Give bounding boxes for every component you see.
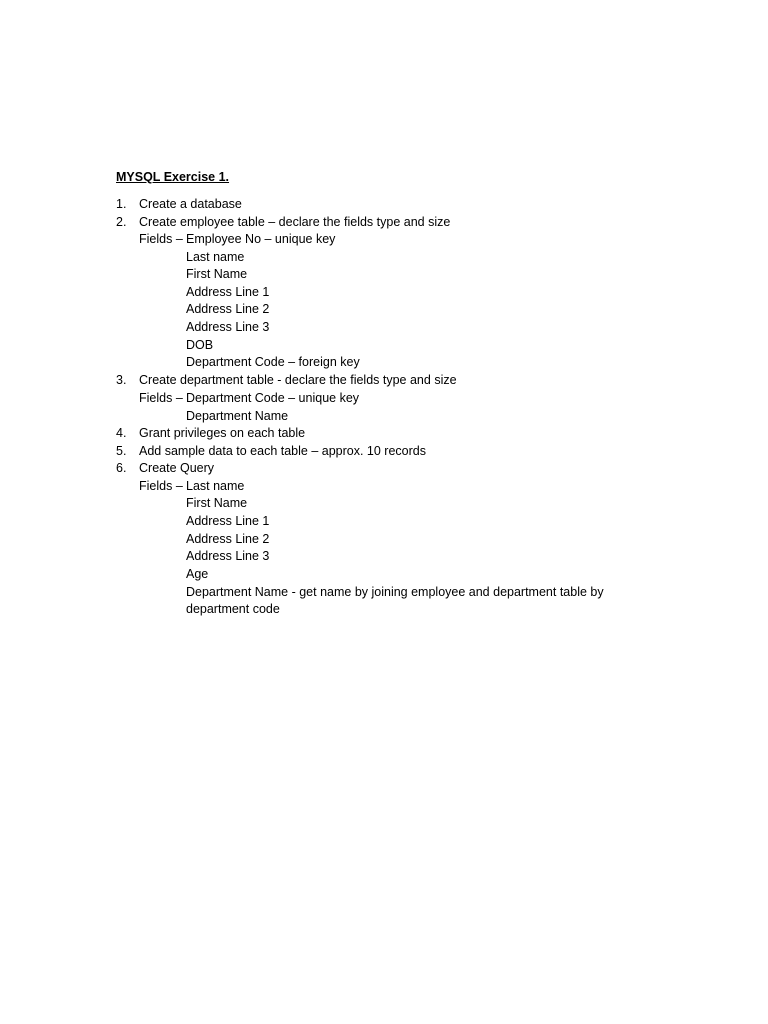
step-number: 2. xyxy=(116,215,127,229)
fields-label: Fields – xyxy=(139,232,183,246)
field-item: Address Line 2 xyxy=(186,532,270,546)
field-item: Last name xyxy=(186,250,245,264)
step-text: Create a database xyxy=(139,197,242,211)
step-number: 3. xyxy=(116,373,127,387)
field-item: Department Name - get name by joining employee and department table by xyxy=(186,585,604,599)
field-item: department code xyxy=(186,602,280,616)
field-item: First Name xyxy=(186,267,248,281)
fields-label: Fields – xyxy=(139,391,183,405)
field-item: Age xyxy=(186,567,209,581)
fields-label: Fields – xyxy=(139,479,183,493)
field-item: Department Name xyxy=(186,409,289,423)
step-text: Add sample data to each table – approx. 10 records xyxy=(139,444,426,458)
field-item: Address Line 2 xyxy=(186,302,270,316)
step-number: 1. xyxy=(116,197,127,211)
step-text: Grant privileges on each table xyxy=(139,426,306,440)
step-number: 6. xyxy=(116,461,127,475)
field-item: Address Line 1 xyxy=(186,514,270,528)
field-item: Department Code – unique key xyxy=(186,391,360,405)
field-item: Department Code – foreign key xyxy=(186,355,360,369)
step-text: Create employee table – declare the fields type and size xyxy=(139,215,451,229)
field-item: DOB xyxy=(186,338,214,352)
field-item: Address Line 1 xyxy=(186,285,270,299)
step-number: 4. xyxy=(116,426,127,440)
field-item: Employee No – unique key xyxy=(186,232,336,246)
step-text: Create Query xyxy=(139,461,215,475)
field-item: Address Line 3 xyxy=(186,549,270,563)
document-title: MYSQL Exercise 1. xyxy=(116,170,230,184)
field-item: First Name xyxy=(186,496,248,510)
step-number: 5. xyxy=(116,444,127,458)
step-text: Create department table - declare the fields type and size xyxy=(139,373,457,387)
field-item: Last name xyxy=(186,479,245,493)
field-item: Address Line 3 xyxy=(186,320,270,334)
